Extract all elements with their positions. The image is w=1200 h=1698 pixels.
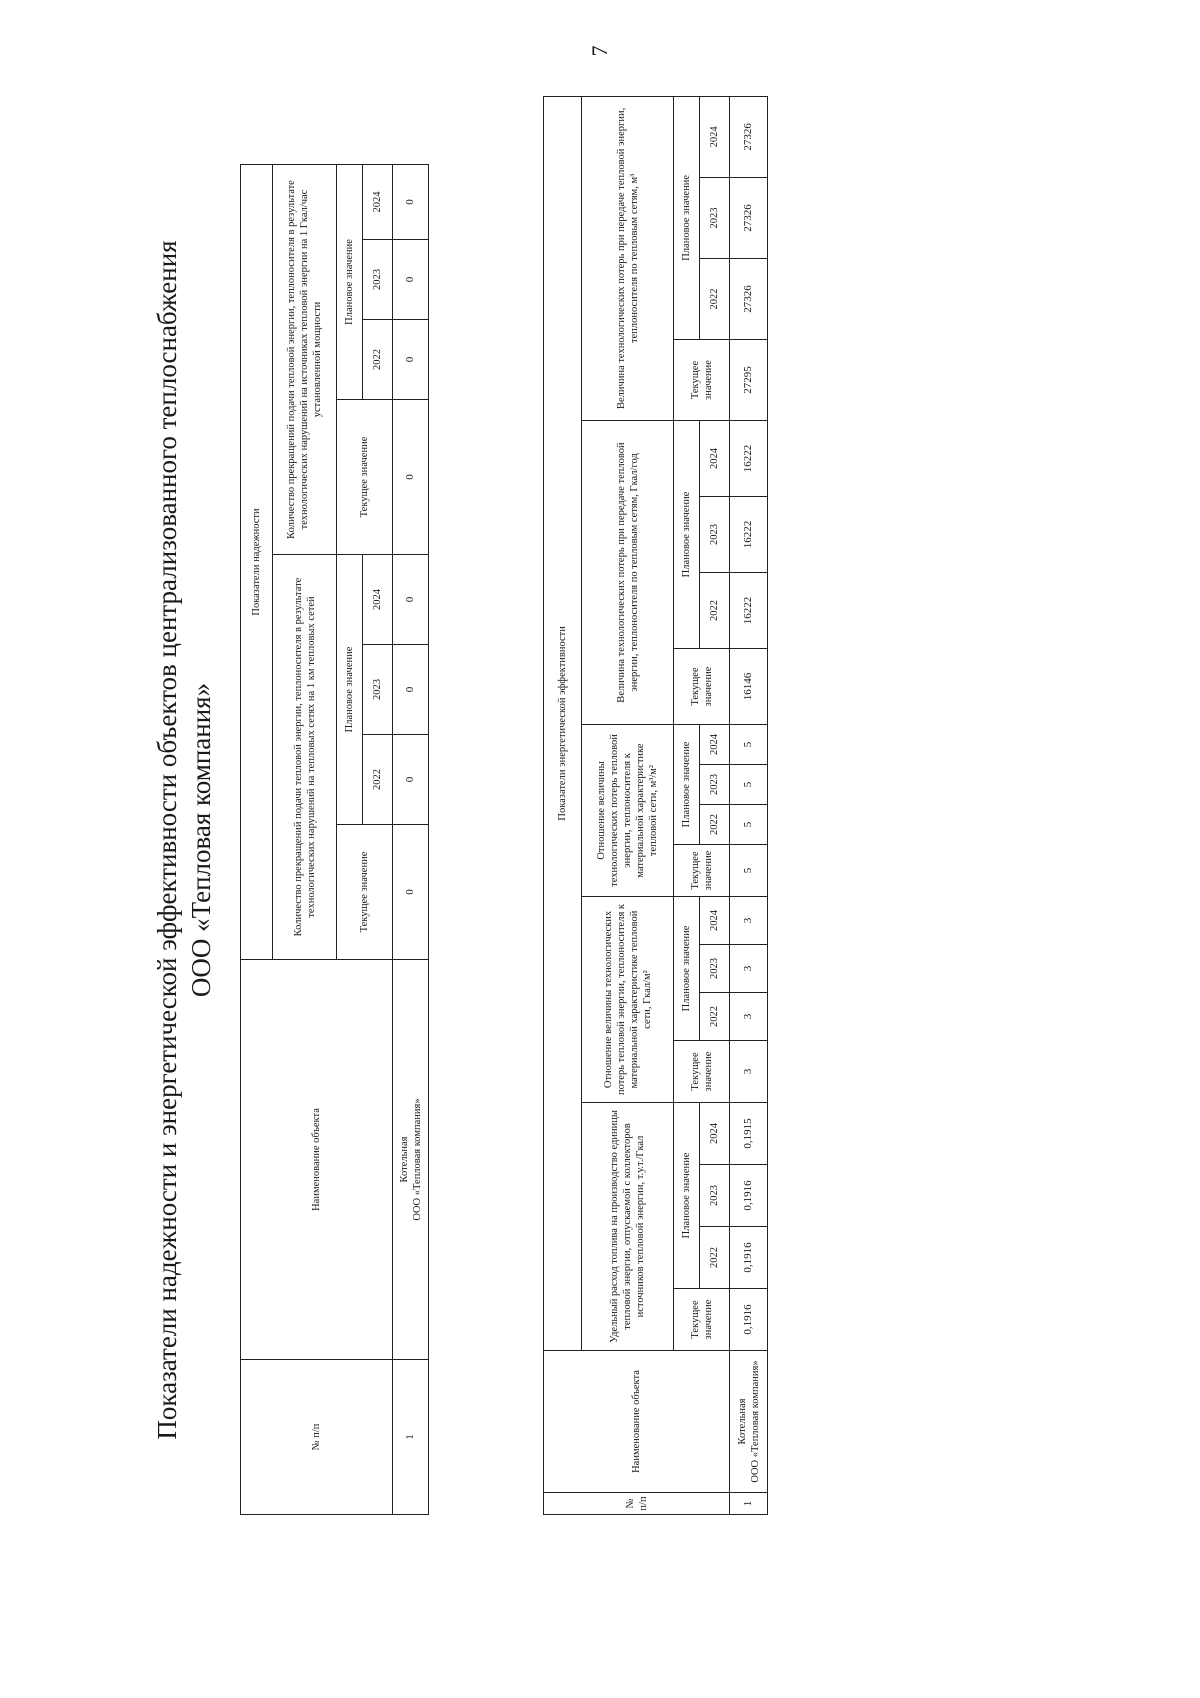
value-cell: 0,1916 xyxy=(730,1289,768,1351)
year-header: 2022 xyxy=(700,1227,730,1289)
table-row xyxy=(393,165,429,1515)
indicator-header-1: Количество прекращений подачи тепловой энергии, теплоносителя в результате технологических нарушений на тепловых сетях на 1 км тепловых сетей xyxy=(273,555,337,960)
value-cell: 16222 xyxy=(730,421,768,497)
value-cell: 0 xyxy=(393,165,429,240)
value-cell: 27326 xyxy=(730,96,768,177)
year-header: 2022 xyxy=(700,993,730,1041)
planned-header: Плановое значение xyxy=(674,96,700,339)
value-cell: 0 xyxy=(393,400,429,555)
reliability-table xyxy=(240,164,429,1515)
current-header-line-1: Текущее xyxy=(689,1300,701,1339)
value-cell: 27295 xyxy=(730,340,768,421)
current-header xyxy=(674,340,730,421)
value-cell: 5 xyxy=(730,805,768,845)
object-name-line-2: ООО «Тепловая компания» xyxy=(411,1098,423,1221)
planned-header: Плановое значение xyxy=(674,421,700,649)
value-cell: 0,1916 xyxy=(730,1165,768,1227)
current-header-line-1: Текущее xyxy=(689,360,701,400)
year-header: 2022 xyxy=(700,259,730,340)
planned-header: Плановое значение xyxy=(674,725,700,845)
current-header-line-1: Текущее xyxy=(689,851,701,890)
value-cell: 27326 xyxy=(730,259,768,340)
row-number: 1 xyxy=(730,1493,768,1515)
year-header: 2022 xyxy=(363,735,393,825)
year-header: 2023 xyxy=(700,945,730,993)
planned-header: Плановое значение xyxy=(674,1103,700,1289)
current-header xyxy=(674,1289,730,1351)
object-name-line-1: Котельная xyxy=(736,1398,748,1445)
value-cell: 0 xyxy=(393,645,429,735)
year-header: 2023 xyxy=(363,240,393,320)
value-cell: 16222 xyxy=(730,573,768,649)
planned-header: Плановое значение xyxy=(674,897,700,1041)
value-cell: 16146 xyxy=(730,649,768,725)
current-header xyxy=(674,1041,730,1103)
year-header: 2023 xyxy=(700,497,730,573)
current-header-line-2: значение xyxy=(702,360,714,400)
current-header: Текущее значение xyxy=(337,400,393,555)
object-name xyxy=(730,1351,768,1493)
indicator-header-5: Величина технологических потерь при передаче тепловой энергии, теплоносителя по тепловым сетям, м³ xyxy=(582,96,674,420)
value-cell: 0 xyxy=(393,825,429,960)
value-cell: 3 xyxy=(730,897,768,945)
value-cell: 3 xyxy=(730,993,768,1041)
planned-header: Плановое значение xyxy=(337,165,363,400)
year-header: 2024 xyxy=(700,725,730,765)
year-header: 2024 xyxy=(700,1103,730,1165)
current-header xyxy=(674,845,730,897)
value-cell: 5 xyxy=(730,725,768,765)
col-header-num: № п/п xyxy=(241,1360,393,1515)
value-cell: 0,1915 xyxy=(730,1103,768,1165)
table-row xyxy=(730,96,768,1514)
current-header-line-2: значение xyxy=(702,666,714,707)
current-header-line-1: Текущее xyxy=(689,1052,701,1091)
title-line-1: Показатели надежности и энергетической эффективности объектов централизованного теплоснабжения xyxy=(152,240,182,1440)
value-cell: 3 xyxy=(730,1041,768,1103)
value-cell: 0,1916 xyxy=(730,1227,768,1289)
indicator-header-2: Количество прекращений подачи тепловой энергии, теплоносителя в результате технологических нарушений на источниках тепловой энергии на 1 Гкал/час установленной мощности xyxy=(273,165,337,555)
object-name-line-2: ООО «Тепловая компания» xyxy=(749,1360,761,1483)
planned-header: Плановое значение xyxy=(337,555,363,825)
col-header-name: Наименование объекта xyxy=(241,960,393,1360)
efficiency-table xyxy=(543,96,768,1515)
current-header-line-1: Текущее xyxy=(689,667,701,706)
indicator-header-4: Величина технологических потерь при передаче тепловой энергии, теплоносителя по тепловым сетям, Гкал/год xyxy=(582,421,674,725)
object-name xyxy=(393,960,429,1360)
document-title xyxy=(150,100,218,1580)
page-number: 7 xyxy=(587,45,612,57)
year-header: 2024 xyxy=(700,421,730,497)
rotated-page xyxy=(150,100,1150,1580)
title-line-2: ООО «Тепловая компания» xyxy=(186,682,216,998)
indicator-header-1: Удельный расход топлива на производство единицы тепловой энергии, отпускаемой с коллекторов источников тепловой энергии, т.у.т./Гкал xyxy=(582,1103,674,1351)
value-cell: 3 xyxy=(730,945,768,993)
col-header-num xyxy=(544,1493,730,1515)
value-cell: 5 xyxy=(730,765,768,805)
object-name-line-1: Котельная xyxy=(398,1136,410,1183)
year-header: 2022 xyxy=(700,805,730,845)
col-header-num-line-1: № xyxy=(624,1498,636,1509)
year-header: 2024 xyxy=(700,897,730,945)
value-cell: 27326 xyxy=(730,178,768,259)
year-header: 2023 xyxy=(700,765,730,805)
value-cell: 16222 xyxy=(730,497,768,573)
year-header: 2022 xyxy=(363,320,393,400)
current-header-line-2: значение xyxy=(702,1299,714,1340)
col-header-name: Наименование объекта xyxy=(544,1351,730,1493)
current-header-line-2: значение xyxy=(702,1051,714,1092)
value-cell: 0 xyxy=(393,240,429,320)
year-header: 2024 xyxy=(363,555,393,645)
year-header: 2024 xyxy=(700,96,730,177)
year-header: 2022 xyxy=(700,573,730,649)
year-header: 2024 xyxy=(363,165,393,240)
value-cell: 0 xyxy=(393,735,429,825)
row-number: 1 xyxy=(393,1360,429,1515)
indicator-header-3: Отношение величины технологических потерь тепловой энергии, теплоносителя к материальной характеристике тепловой сети, м³/м² xyxy=(582,725,674,897)
group-header-reliability: Показатели надежности xyxy=(241,165,273,960)
year-header: 2023 xyxy=(363,645,393,735)
col-header-num-line-2: п/п xyxy=(637,1496,649,1511)
year-header: 2023 xyxy=(700,178,730,259)
indicator-header-2: Отношение величины технологических потерь тепловой энергии, теплоносителя к материальной характеристике тепловой сети, Гкал/м² xyxy=(582,897,674,1103)
group-header-efficiency: Показатели энергетической эффективности xyxy=(544,96,582,1350)
value-cell: 5 xyxy=(730,845,768,897)
current-header-line-2: значение xyxy=(702,850,714,891)
value-cell: 0 xyxy=(393,555,429,645)
year-header: 2023 xyxy=(700,1165,730,1227)
current-header xyxy=(674,649,730,725)
current-header: Текущее значение xyxy=(337,825,393,960)
value-cell: 0 xyxy=(393,320,429,400)
